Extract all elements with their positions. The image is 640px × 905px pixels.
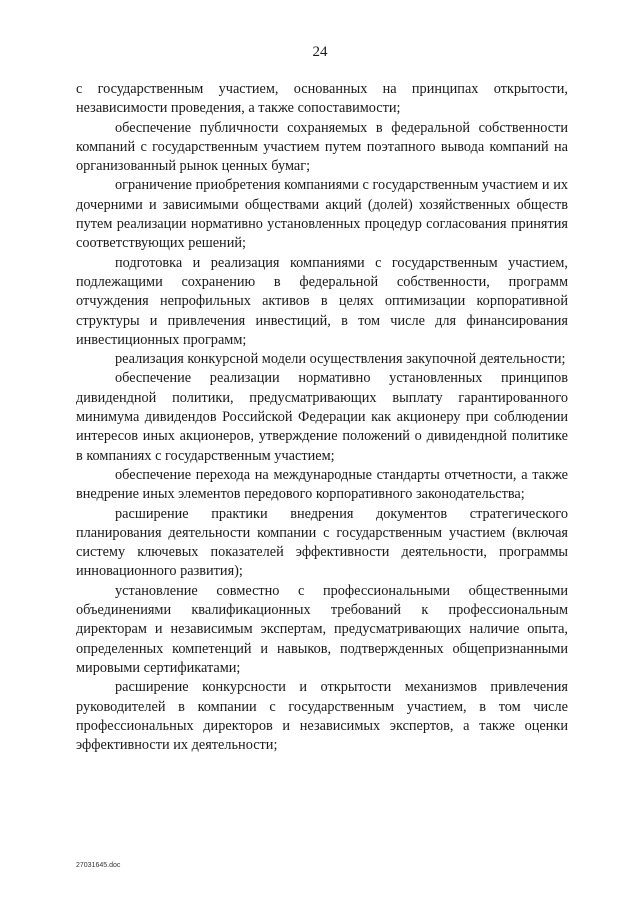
- paragraph: с государственным участием, основанных на принципах открытости, независимости проведения, а также сопоставимости;: [76, 81, 568, 117]
- paragraph: ограничение приобретения компаниями с государственным участием и их дочерними и зависимыми обществами акций (долей) хозяйственных обществ путем реализации нормативно установленных процедур согласования принятия соответствующих решений;: [76, 177, 568, 252]
- page-number: 24: [312, 44, 328, 60]
- paragraph: обеспечение перехода на международные стандарты отчетности, а также внедрение иных элементов передового корпоративного законодательства;: [76, 466, 568, 503]
- paragraph: установление совместно с профессиональными общественными объединениями квалификационных требований к профессиональным директорам и независимым экспертам, предусматривающих наличие опыта, определенных компетенций и навыков, подтвержденных общепризнанными мировыми сертификатами;: [76, 582, 568, 676]
- paragraph: расширение практики внедрения документов стратегического планирования деятельности компании с государственным участием (включая систему ключевых показателей эффективности деятельности, программы инновационного развития);: [76, 505, 568, 580]
- paragraph: расширение конкурсности и открытости механизмов привлечения руководителей в компании с государственным участием, в том числе профессиональных директоров и независимых экспертов, а также оценки эффективности их деятельности;: [76, 679, 568, 754]
- paragraph: обеспечение публичности сохраняемых в федеральной собственности компаний с государственным участием путем поэтапного вывода компаний на организованный рынок ценных бумаг;: [76, 119, 568, 175]
- file-name-footer: 27031645.doc: [76, 862, 121, 869]
- document-body: [76, 80, 568, 755]
- paragraph: обеспечение реализации нормативно установленных принципов дивидендной политики, предусматривающих выплату гарантированного минимума дивидендов Российской Федерации как акционеру при соблюдении интересов иных акционеров, утверждение положений о дивидендной политике в компаниях с государственным участием;: [76, 370, 568, 464]
- paragraph: реализация конкурсной модели осуществления закупочной деятельности;: [115, 351, 566, 368]
- paragraph: подготовка и реализация компаниями с государственным участием, подлежащими сохранению в федеральной собственности, программ отчуждения непрофильных активов в целях оптимизации корпоративной структуры и привлечения инвестиций, в том числе для финансирования инвестиционных программ;: [76, 254, 568, 348]
